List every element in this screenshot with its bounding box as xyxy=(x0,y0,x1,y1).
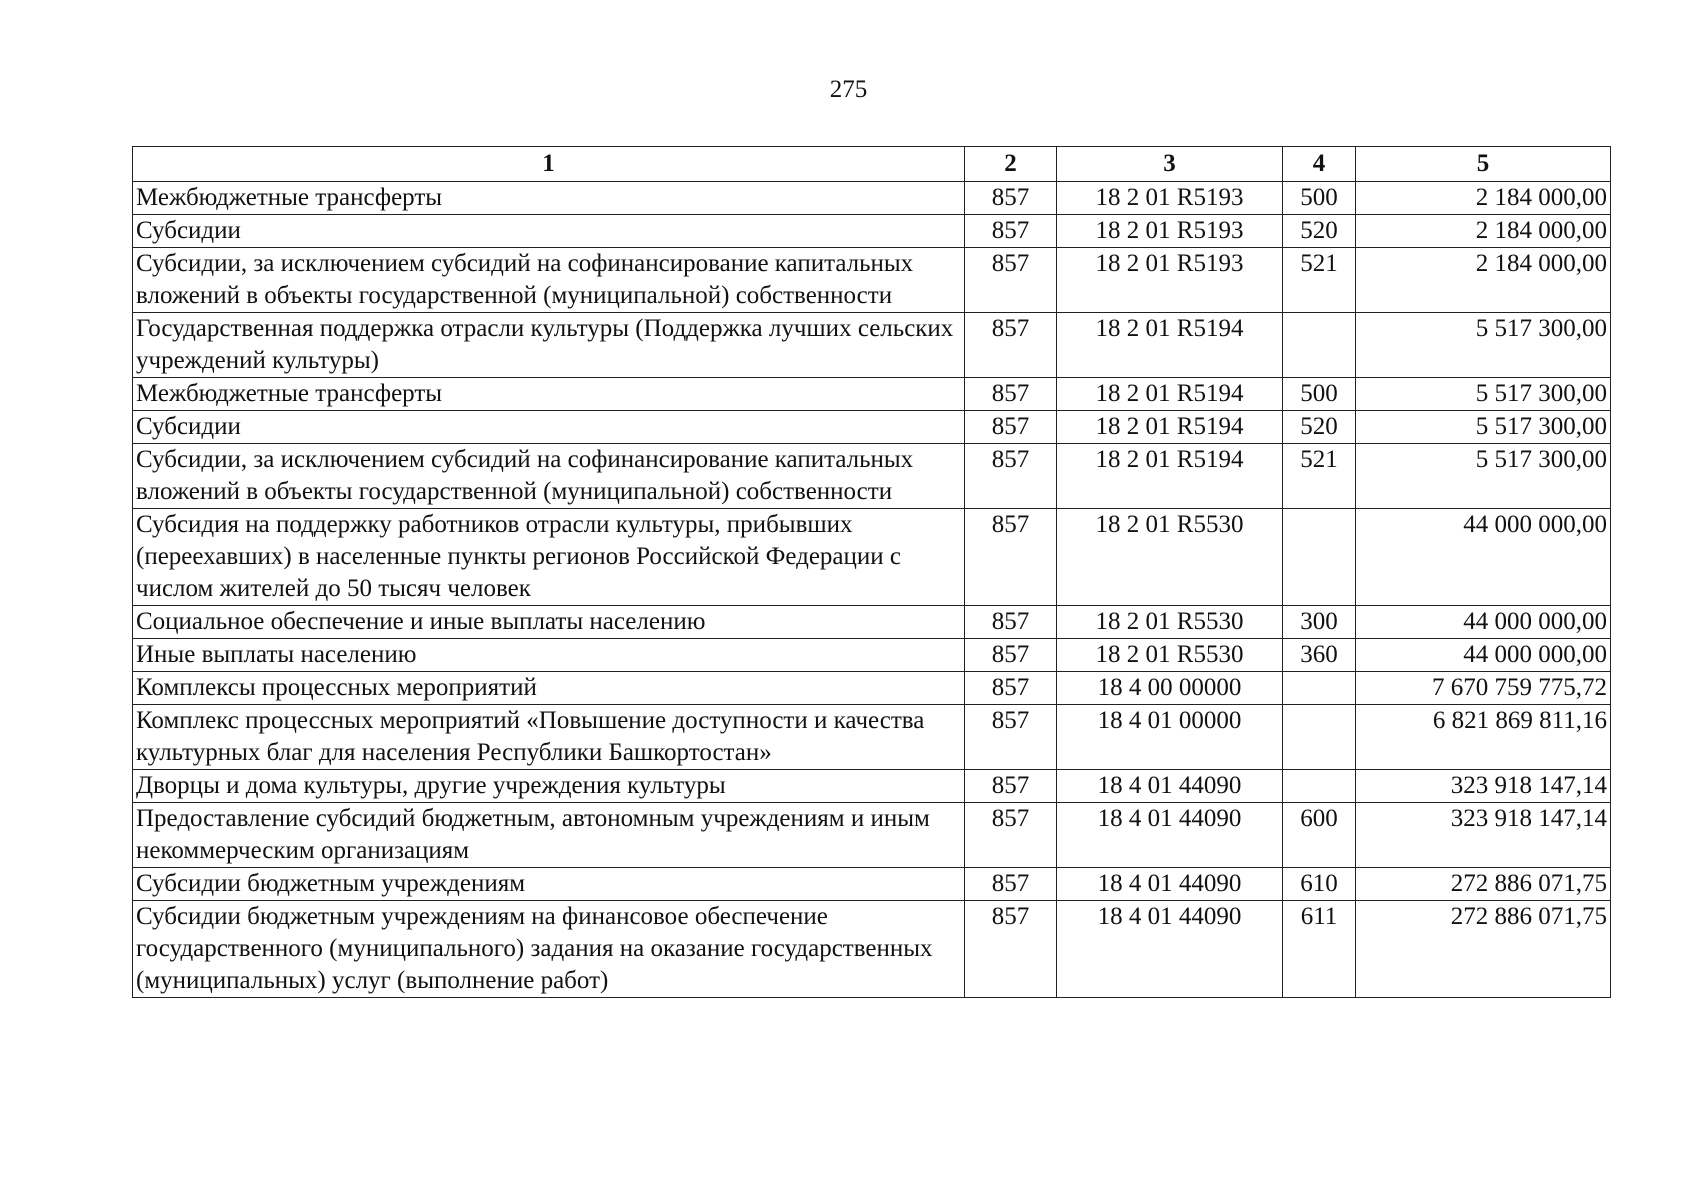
row-grbs: 857 xyxy=(965,182,1057,215)
row-sum: 2 184 000,00 xyxy=(1356,215,1611,248)
row-grbs: 857 xyxy=(965,770,1057,803)
row-csr: 18 2 01 R5193 xyxy=(1057,215,1283,248)
row-csr: 18 2 01 R5530 xyxy=(1057,639,1283,672)
row-vr: 600 xyxy=(1283,803,1356,868)
row-grbs: 857 xyxy=(965,313,1057,378)
row-grbs: 857 xyxy=(965,672,1057,705)
row-csr: 18 2 01 R5194 xyxy=(1057,411,1283,444)
table-row xyxy=(133,182,1611,215)
row-csr: 18 4 01 44090 xyxy=(1057,868,1283,901)
row-name: Субсидии бюджетным учреждениям xyxy=(133,868,965,901)
row-vr: 500 xyxy=(1283,182,1356,215)
row-csr: 18 2 01 R5530 xyxy=(1057,509,1283,606)
row-sum: 44 000 000,00 xyxy=(1356,606,1611,639)
row-vr: 520 xyxy=(1283,215,1356,248)
column-header: 5 xyxy=(1356,147,1611,182)
row-sum: 44 000 000,00 xyxy=(1356,509,1611,606)
row-vr: 500 xyxy=(1283,378,1356,411)
row-name: Субсидии xyxy=(133,411,965,444)
table-row xyxy=(133,509,1611,606)
table-row xyxy=(133,770,1611,803)
row-csr: 18 4 01 44090 xyxy=(1057,803,1283,868)
row-vr xyxy=(1283,313,1356,378)
row-sum: 272 886 071,75 xyxy=(1356,901,1611,998)
table-row xyxy=(133,901,1611,998)
row-sum: 323 918 147,14 xyxy=(1356,803,1611,868)
row-csr: 18 4 01 44090 xyxy=(1057,770,1283,803)
row-vr: 521 xyxy=(1283,444,1356,509)
row-grbs: 857 xyxy=(965,606,1057,639)
column-header: 1 xyxy=(133,147,965,182)
row-sum: 2 184 000,00 xyxy=(1356,248,1611,313)
table-header-row xyxy=(133,147,1611,182)
column-header: 3 xyxy=(1057,147,1283,182)
row-sum: 7 670 759 775,72 xyxy=(1356,672,1611,705)
table-row xyxy=(133,868,1611,901)
row-grbs: 857 xyxy=(965,411,1057,444)
row-name: Комплекс процессных мероприятий «Повышение доступности и качества культурных благ для населения Республики Башкортостан» xyxy=(133,705,965,770)
row-name: Субсидии xyxy=(133,215,965,248)
row-vr: 610 xyxy=(1283,868,1356,901)
budget-table xyxy=(132,146,1611,998)
row-sum: 6 821 869 811,16 xyxy=(1356,705,1611,770)
row-name: Субсидия на поддержку работников отрасли культуры, прибывших (переехавших) в населенные пункты регионов Российской Федерации с числом жителей до 50 тысяч человек xyxy=(133,509,965,606)
table-row xyxy=(133,248,1611,313)
row-grbs: 857 xyxy=(965,901,1057,998)
table-row xyxy=(133,606,1611,639)
row-csr: 18 2 01 R5530 xyxy=(1057,606,1283,639)
row-sum: 5 517 300,00 xyxy=(1356,378,1611,411)
row-name: Субсидии, за исключением субсидий на софинансирование капитальных вложений в объекты государственной (муниципальной) собственности xyxy=(133,248,965,313)
row-grbs: 857 xyxy=(965,378,1057,411)
column-header: 2 xyxy=(965,147,1057,182)
row-name: Субсидии, за исключением субсидий на софинансирование капитальных вложений в объекты государственной (муниципальной) собственности xyxy=(133,444,965,509)
row-csr: 18 2 01 R5194 xyxy=(1057,378,1283,411)
row-grbs: 857 xyxy=(965,509,1057,606)
row-name: Субсидии бюджетным учреждениям на финансовое обеспечение государственного (муниципального) задания на оказание государственных (муниципальных) услуг (выполнение работ) xyxy=(133,901,965,998)
row-vr: 520 xyxy=(1283,411,1356,444)
table-row xyxy=(133,378,1611,411)
table-row xyxy=(133,705,1611,770)
table-row xyxy=(133,672,1611,705)
row-grbs: 857 xyxy=(965,248,1057,313)
row-csr: 18 4 01 00000 xyxy=(1057,705,1283,770)
row-sum: 5 517 300,00 xyxy=(1356,444,1611,509)
page-number: 275 xyxy=(829,76,868,103)
row-csr: 18 4 01 44090 xyxy=(1057,901,1283,998)
row-name: Межбюджетные трансферты xyxy=(133,182,965,215)
table-row xyxy=(133,444,1611,509)
row-vr xyxy=(1283,770,1356,803)
row-csr: 18 4 00 00000 xyxy=(1057,672,1283,705)
row-vr: 300 xyxy=(1283,606,1356,639)
row-name: Иные выплаты населению xyxy=(133,639,965,672)
row-name: Государственная поддержка отрасли культуры (Поддержка лучших сельских учреждений культуры) xyxy=(133,313,965,378)
table-row xyxy=(133,803,1611,868)
row-sum: 323 918 147,14 xyxy=(1356,770,1611,803)
table-row xyxy=(133,411,1611,444)
row-vr: 611 xyxy=(1283,901,1356,998)
row-csr: 18 2 01 R5193 xyxy=(1057,248,1283,313)
row-name: Предоставление субсидий бюджетным, автономным учреждениям и иным некоммерческим организациям xyxy=(133,803,965,868)
row-sum: 272 886 071,75 xyxy=(1356,868,1611,901)
row-name: Межбюджетные трансферты xyxy=(133,378,965,411)
row-name: Комплексы процессных мероприятий xyxy=(133,672,965,705)
row-grbs: 857 xyxy=(965,705,1057,770)
row-sum: 2 184 000,00 xyxy=(1356,182,1611,215)
column-header: 4 xyxy=(1283,147,1356,182)
row-grbs: 857 xyxy=(965,868,1057,901)
row-vr xyxy=(1283,705,1356,770)
row-grbs: 857 xyxy=(965,444,1057,509)
table-row xyxy=(133,313,1611,378)
table-row xyxy=(133,215,1611,248)
row-grbs: 857 xyxy=(965,803,1057,868)
row-grbs: 857 xyxy=(965,215,1057,248)
row-csr: 18 2 01 R5193 xyxy=(1057,182,1283,215)
row-name: Социальное обеспечение и иные выплаты населению xyxy=(133,606,965,639)
row-csr: 18 2 01 R5194 xyxy=(1057,313,1283,378)
row-vr: 521 xyxy=(1283,248,1356,313)
row-grbs: 857 xyxy=(965,639,1057,672)
row-csr: 18 2 01 R5194 xyxy=(1057,444,1283,509)
row-sum: 44 000 000,00 xyxy=(1356,639,1611,672)
row-name: Дворцы и дома культуры, другие учреждения культуры xyxy=(133,770,965,803)
row-vr xyxy=(1283,672,1356,705)
row-sum: 5 517 300,00 xyxy=(1356,313,1611,378)
row-sum: 5 517 300,00 xyxy=(1356,411,1611,444)
row-vr: 360 xyxy=(1283,639,1356,672)
row-vr xyxy=(1283,509,1356,606)
table-row xyxy=(133,639,1611,672)
